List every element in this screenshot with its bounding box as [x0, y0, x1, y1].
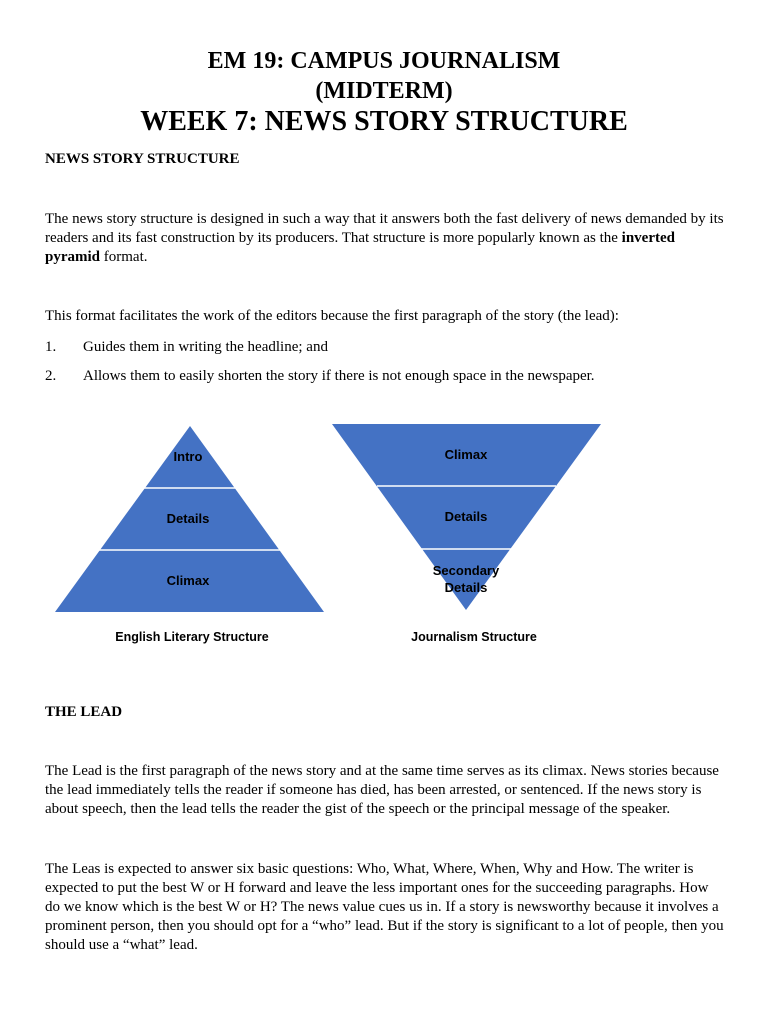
- bold-term-inverted-pyramid: inverted pyramid: [45, 230, 675, 265]
- layer-label-details: Details: [444, 509, 488, 524]
- paragraph-editors: This format facilitates the work of the editors because the first paragraph of the story (the lead):: [45, 308, 619, 324]
- paragraph-six-questions: The Leas is expected to answer six basic questions: Who, What, Where, When, Why and How. The writer is expected to put the best W or H forward and leave the less important ones for the succeeding paragraphs. How do we know which is the best W or H? The news value cues us in. If a story is newsworthy because it involves a prominent person, then you should opt for a “who” lead. But if the story is significant to a lot of people, then you should use a “what” lead.: [45, 861, 724, 953]
- list-number: 2.: [45, 368, 57, 384]
- section-heading-the-lead: THE LEAD: [45, 704, 123, 720]
- layer-label-climax: Climax: [444, 447, 488, 462]
- caption-journalism-structure: Journalism Structure: [411, 630, 537, 644]
- section-heading-news-story-structure: NEWS STORY STRUCTURE: [45, 151, 240, 167]
- journalism-inverted-pyramid: [332, 424, 601, 644]
- paragraph-inverted-pyramid: [45, 210, 725, 267]
- paragraph-text: The news story structure is designed in such a way that it answers both the fast delivery of news demanded by its readers and its fast construction by its producers. That structure is more popularly known as the: [45, 211, 724, 246]
- title-line-3: WEEK 7: NEWS STORY STRUCTURE: [140, 106, 628, 137]
- list-number: 1.: [45, 339, 57, 355]
- title-line-2: (MIDTERM): [315, 78, 453, 104]
- list-text: Allows them to easily shorten the story if there is not enough space in the newspaper.: [83, 368, 595, 384]
- layer-label-details: Details: [166, 511, 210, 526]
- title-line-1: EM 19: CAMPUS JOURNALISM: [207, 48, 561, 74]
- layer-label-secondary: Secondary: [432, 563, 500, 578]
- layer-label-climax: Climax: [166, 573, 210, 588]
- paragraph-text: format.: [100, 249, 148, 265]
- pyramid-diagram: [40, 418, 620, 658]
- layer-label-intro: Intro: [173, 449, 203, 464]
- layer-label-details-secondary: Details: [444, 580, 488, 595]
- paragraph-lead-definition: The Lead is the first paragraph of the news story and at the same time serves as its climax. News stories because the lead immediately tells the reader if someone has died, has been arrested, or sentenced. If the news story is about speech, then the lead tells the reader the gist of the speech or the principal message of the speaker.: [45, 763, 719, 817]
- literary-pyramid: [55, 426, 324, 644]
- caption-literary-structure: English Literary Structure: [115, 630, 269, 644]
- list-text: Guides them in writing the headline; and: [83, 339, 328, 355]
